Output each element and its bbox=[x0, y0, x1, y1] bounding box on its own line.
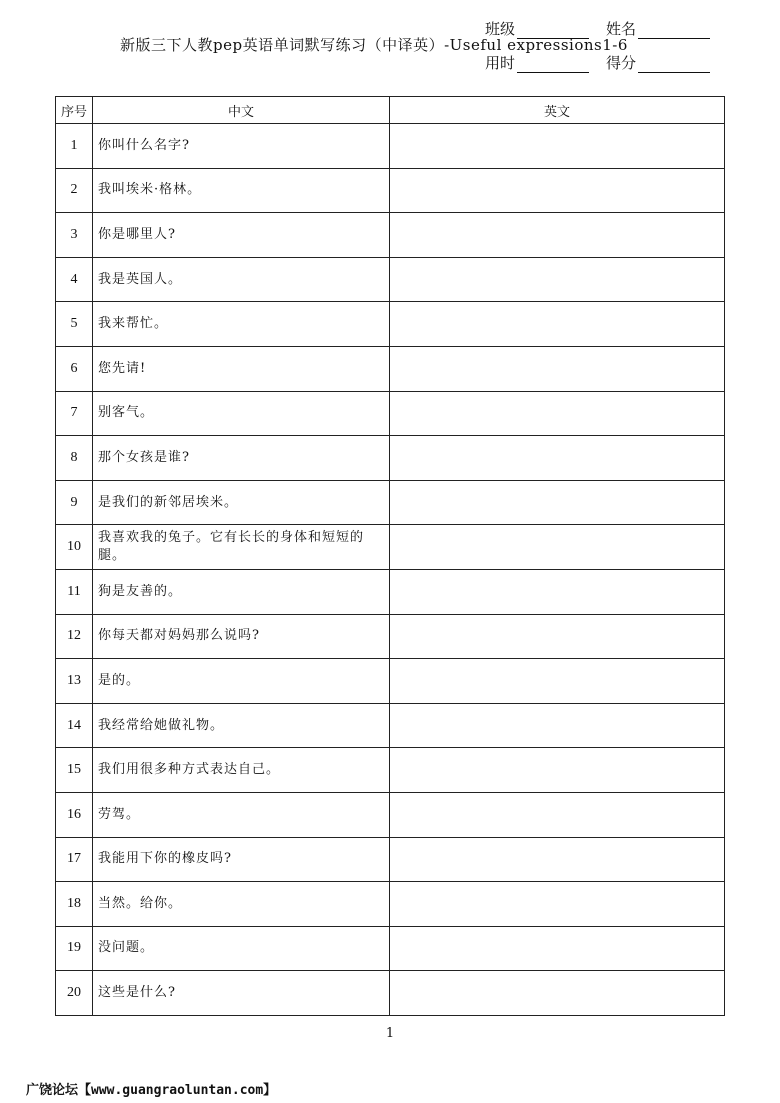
row-english-answer[interactable] bbox=[390, 436, 725, 481]
header-english: 英文 bbox=[390, 97, 725, 124]
row-english-answer[interactable] bbox=[390, 124, 725, 169]
table-row bbox=[56, 882, 725, 927]
score-blank[interactable] bbox=[638, 58, 710, 73]
row-english-answer[interactable] bbox=[390, 971, 725, 1016]
row-chinese: 没问题。 bbox=[93, 926, 390, 971]
row-number: 7 bbox=[56, 391, 93, 436]
row-chinese: 你每天都对妈妈那么说吗? bbox=[93, 614, 390, 659]
class-field bbox=[485, 18, 589, 39]
row-english-answer[interactable] bbox=[390, 480, 725, 525]
table-row bbox=[56, 569, 725, 614]
class-label: 班级 bbox=[485, 20, 516, 38]
row-chinese: 我经常给她做礼物。 bbox=[93, 703, 390, 748]
row-chinese: 当然。给你。 bbox=[93, 882, 390, 927]
row-number: 6 bbox=[56, 346, 93, 391]
name-blank[interactable] bbox=[638, 24, 710, 39]
name-field bbox=[606, 18, 710, 39]
header-number: 序号 bbox=[56, 97, 93, 124]
row-english-answer[interactable] bbox=[390, 525, 725, 570]
row-chinese: 我是英国人。 bbox=[93, 257, 390, 302]
row-chinese: 你叫什么名字? bbox=[93, 124, 390, 169]
row-english-answer[interactable] bbox=[390, 926, 725, 971]
row-number: 4 bbox=[56, 257, 93, 302]
row-chinese: 你是哪里人? bbox=[93, 213, 390, 258]
row-number: 20 bbox=[56, 971, 93, 1016]
row-number: 11 bbox=[56, 569, 93, 614]
row-chinese: 我喜欢我的兔子。它有长长的身体和短短的腿。 bbox=[93, 525, 390, 570]
table-row bbox=[56, 926, 725, 971]
table-row bbox=[56, 436, 725, 481]
row-number: 15 bbox=[56, 748, 93, 793]
row-number: 5 bbox=[56, 302, 93, 347]
row-english-answer[interactable] bbox=[390, 569, 725, 614]
table-row bbox=[56, 124, 725, 169]
row-english-answer[interactable] bbox=[390, 302, 725, 347]
table-header-row bbox=[56, 97, 725, 124]
name-label: 姓名 bbox=[606, 20, 637, 38]
row-english-answer[interactable] bbox=[390, 614, 725, 659]
row-chinese: 狗是友善的。 bbox=[93, 569, 390, 614]
table-row bbox=[56, 614, 725, 659]
header-chinese: 中文 bbox=[93, 97, 390, 124]
table-row bbox=[56, 748, 725, 793]
class-blank[interactable] bbox=[517, 24, 589, 39]
table-row bbox=[56, 302, 725, 347]
row-english-answer[interactable] bbox=[390, 882, 725, 927]
row-english-answer[interactable] bbox=[390, 837, 725, 882]
row-chinese: 我叫埃米·格林。 bbox=[93, 168, 390, 213]
table-row bbox=[56, 257, 725, 302]
row-chinese: 我能用下你的橡皮吗? bbox=[93, 837, 390, 882]
time-blank[interactable] bbox=[517, 58, 589, 73]
row-english-answer[interactable] bbox=[390, 391, 725, 436]
row-number: 16 bbox=[56, 792, 93, 837]
row-chinese: 劳驾。 bbox=[93, 792, 390, 837]
row-number: 12 bbox=[56, 614, 93, 659]
row-english-answer[interactable] bbox=[390, 213, 725, 258]
table-row bbox=[56, 837, 725, 882]
row-english-answer[interactable] bbox=[390, 748, 725, 793]
dictation-table bbox=[55, 96, 725, 1016]
table-row bbox=[56, 168, 725, 213]
row-english-answer[interactable] bbox=[390, 257, 725, 302]
row-chinese: 我们用很多种方式表达自己。 bbox=[93, 748, 390, 793]
row-chinese: 那个女孩是谁? bbox=[93, 436, 390, 481]
time-label: 用时 bbox=[485, 54, 516, 72]
row-number: 8 bbox=[56, 436, 93, 481]
table-row bbox=[56, 213, 725, 258]
worksheet-title: 新版三下人教pep英语单词默写练习（中译英）-Useful expressions1-6 bbox=[120, 36, 628, 54]
row-chinese: 是我们的新邻居埃米。 bbox=[93, 480, 390, 525]
table-row bbox=[56, 480, 725, 525]
row-english-answer[interactable] bbox=[390, 792, 725, 837]
row-number: 9 bbox=[56, 480, 93, 525]
table-row bbox=[56, 525, 725, 570]
row-number: 18 bbox=[56, 882, 93, 927]
row-number: 3 bbox=[56, 213, 93, 258]
table-row bbox=[56, 346, 725, 391]
row-number: 14 bbox=[56, 703, 93, 748]
row-number: 17 bbox=[56, 837, 93, 882]
time-field bbox=[485, 52, 589, 73]
score-field bbox=[606, 52, 710, 73]
table-row bbox=[56, 703, 725, 748]
table-row bbox=[56, 659, 725, 704]
table-row bbox=[56, 971, 725, 1016]
row-number: 2 bbox=[56, 168, 93, 213]
table-row bbox=[56, 792, 725, 837]
row-english-answer[interactable] bbox=[390, 346, 725, 391]
row-english-answer[interactable] bbox=[390, 703, 725, 748]
row-english-answer[interactable] bbox=[390, 659, 725, 704]
footer-source: 广饶论坛【www.guangraoluntan.com】 bbox=[26, 1083, 277, 1098]
row-number: 13 bbox=[56, 659, 93, 704]
page-number: 1 bbox=[385, 1026, 395, 1041]
table-row bbox=[56, 391, 725, 436]
row-chinese: 是的。 bbox=[93, 659, 390, 704]
row-number: 10 bbox=[56, 525, 93, 570]
row-chinese: 别客气。 bbox=[93, 391, 390, 436]
row-number: 19 bbox=[56, 926, 93, 971]
row-number: 1 bbox=[56, 124, 93, 169]
row-english-answer[interactable] bbox=[390, 168, 725, 213]
row-chinese: 我来帮忙。 bbox=[93, 302, 390, 347]
row-chinese: 这些是什么? bbox=[93, 971, 390, 1016]
score-label: 得分 bbox=[606, 54, 637, 72]
row-chinese: 您先请! bbox=[93, 346, 390, 391]
